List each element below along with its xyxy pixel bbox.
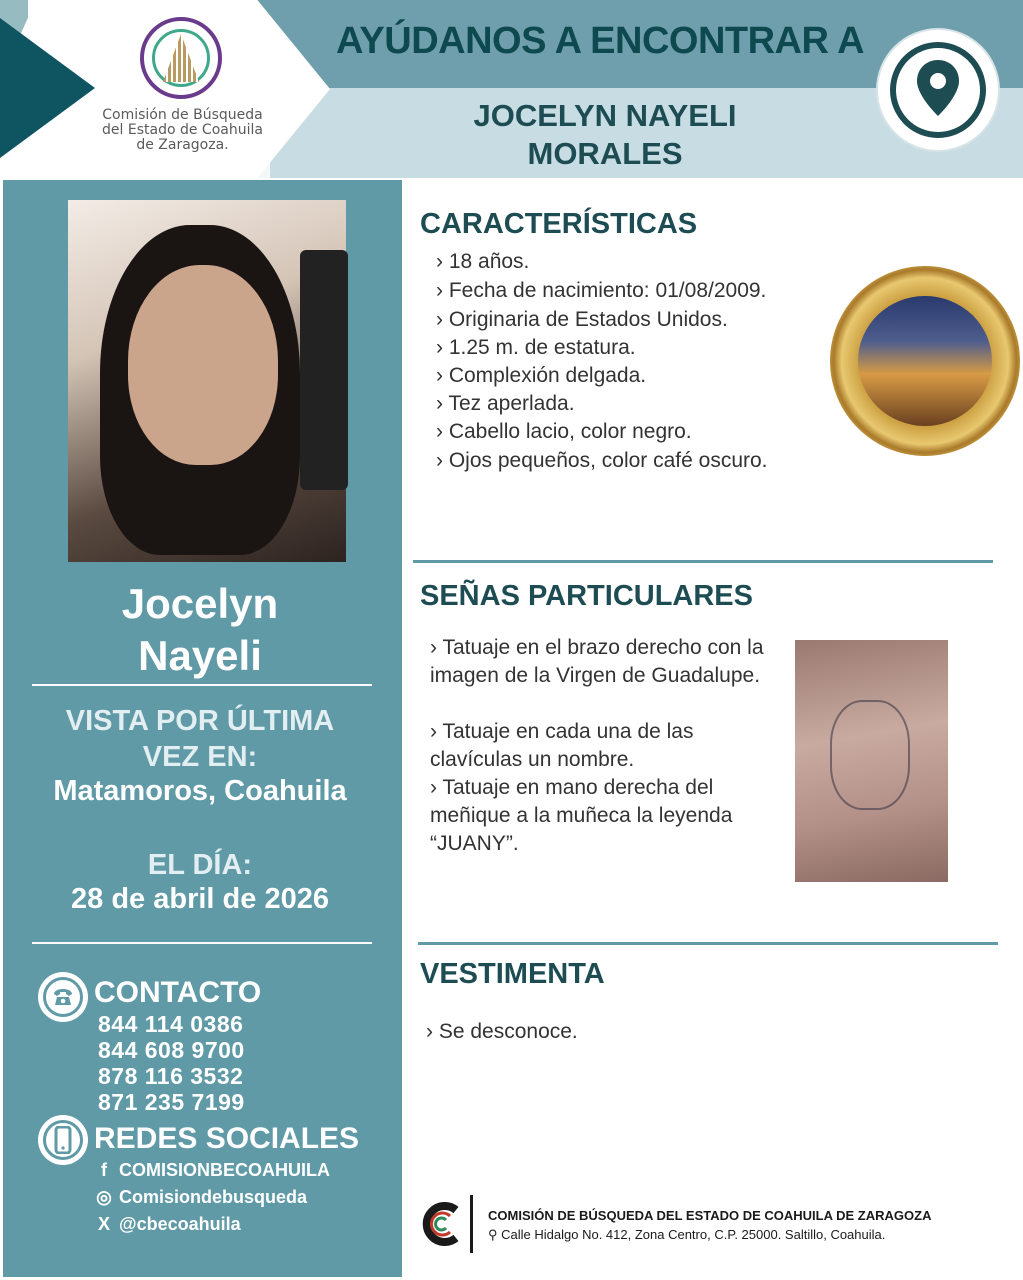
marks-item: › Tatuaje en cada una de las clavículas un nombre.	[430, 720, 694, 771]
characteristic-item: › Tez aperlada.	[436, 392, 575, 415]
x-handle: @cbecoahuila	[119, 1214, 241, 1234]
date-value: 28 de abril de 2026	[71, 883, 329, 915]
medallion-scene	[858, 296, 992, 426]
tattoo-figure	[830, 700, 910, 810]
photo-face-shape	[128, 265, 278, 465]
section-divider	[413, 560, 993, 563]
instagram-icon: ◎	[96, 1187, 112, 1207]
characteristic-item: › Cabello lacio, color negro.	[436, 420, 692, 443]
mark-text: Tatuaje en el brazo derecho con la imagen de la Virgen de Guadalupe.	[430, 636, 764, 687]
footer-address-text: Calle Hidalgo No. 412, Zona Centro, C.P. 25000. Saltillo, Coahuila.	[501, 1227, 886, 1242]
contact-divider	[32, 942, 372, 944]
last-seen-label-line-1: VISTA POR ÚLTIMA	[65, 705, 335, 737]
x-link[interactable]	[94, 1214, 241, 1235]
phone-icon	[51, 985, 75, 1009]
mobile-icon	[53, 1126, 73, 1154]
characteristic-item: › Ojos pequeños, color café oscuro.	[436, 449, 768, 472]
characteristic-text: 18 años.	[448, 250, 530, 273]
marks-title: SEÑAS PARTICULARES	[420, 580, 753, 612]
instagram-link[interactable]	[94, 1187, 307, 1208]
characteristic-text: Complexión delgada.	[448, 364, 647, 387]
characteristic-item: › 1.25 m. de estatura.	[436, 336, 636, 359]
missing-person-name-line-1: JOCELYN NAYELI	[473, 98, 737, 133]
commission-c-logo-icon	[420, 1202, 462, 1246]
characteristic-text: Ojos pequeños, color café oscuro.	[448, 449, 768, 472]
contact-title: CONTACTO	[94, 976, 262, 1009]
page-title: AYÚDANOS A ENCONTRAR A	[335, 20, 865, 62]
logo-text-line-3: de Zaragoza.	[136, 137, 229, 153]
characteristic-item: › Complexión delgada.	[436, 364, 647, 387]
name-divider	[32, 684, 372, 686]
footer-divider	[470, 1195, 473, 1253]
phone-number[interactable]: 878 116 3532	[98, 1063, 244, 1089]
characteristic-text: 1.25 m. de estatura.	[448, 336, 636, 359]
clothing-text: Se desconoce.	[438, 1020, 578, 1043]
instagram-handle: Comisiondebusqueda	[119, 1187, 308, 1207]
footer-address	[488, 1227, 885, 1243]
phone-number[interactable]: 844 608 9700	[98, 1037, 245, 1063]
facebook-icon: f	[101, 1160, 107, 1180]
characteristic-item: › Originaria de Estados Unidos.	[436, 308, 728, 331]
second-name: Nayeli	[138, 632, 262, 679]
clothing-title: VESTIMENTA	[420, 958, 605, 990]
phone-number[interactable]: 871 235 7199	[98, 1089, 245, 1115]
characteristic-text: Tez aperlada.	[448, 392, 575, 415]
characteristic-text: Cabello lacio, color negro.	[448, 420, 692, 443]
photo-phone-shape	[300, 250, 348, 490]
characteristics-title: CARACTERÍSTICAS	[420, 208, 698, 240]
missing-person-name-line-2: MORALES	[527, 136, 683, 171]
map-pin-icon: ⚲	[488, 1227, 498, 1242]
characteristic-item: › Fecha de nacimiento: 01/08/2009.	[436, 279, 767, 302]
x-icon: X	[97, 1214, 110, 1234]
facebook-handle: COMISIONBECOAHUILA	[119, 1160, 331, 1180]
mark-text: Tatuaje en cada una de las clavículas un nombre.	[430, 720, 694, 771]
logo-text-line-1: Comisión de Búsqueda	[102, 107, 263, 123]
last-seen-place: Matamoros, Coahuila	[53, 775, 347, 807]
footer-organization: COMISIÓN DE BÚSQUEDA DEL ESTADO DE COAHUILA DE ZARAGOZA	[488, 1208, 932, 1223]
phone-number[interactable]: 844 114 0386	[98, 1011, 244, 1037]
last-seen-label-line-2: VEZ EN:	[142, 741, 258, 773]
social-title: REDES SOCIALES	[94, 1122, 360, 1155]
characteristic-item: › 18 años.	[436, 250, 530, 273]
first-name: Jocelyn	[121, 580, 279, 627]
logo-text-line-2: del Estado de Coahuila	[102, 122, 263, 138]
characteristic-text: Fecha de nacimiento: 01/08/2009.	[448, 279, 767, 302]
section-divider	[418, 942, 998, 945]
characteristic-text: Originaria de Estados Unidos.	[448, 308, 728, 331]
facebook-link[interactable]	[94, 1160, 330, 1181]
date-label: EL DÍA:	[147, 849, 253, 881]
clothing-item: › Se desconoce.	[426, 1020, 578, 1043]
mark-text: Tatuaje en mano derecha del meñique a la muñeca la leyenda “JUANY”.	[430, 776, 733, 855]
location-pin-icon	[914, 58, 962, 118]
marks-item: › Tatuaje en el brazo derecho con la imagen de la Virgen de Guadalupe.	[430, 636, 764, 687]
marks-item: › Tatuaje en mano derecha del meñique a la muñeca la leyenda “JUANY”.	[430, 776, 733, 855]
